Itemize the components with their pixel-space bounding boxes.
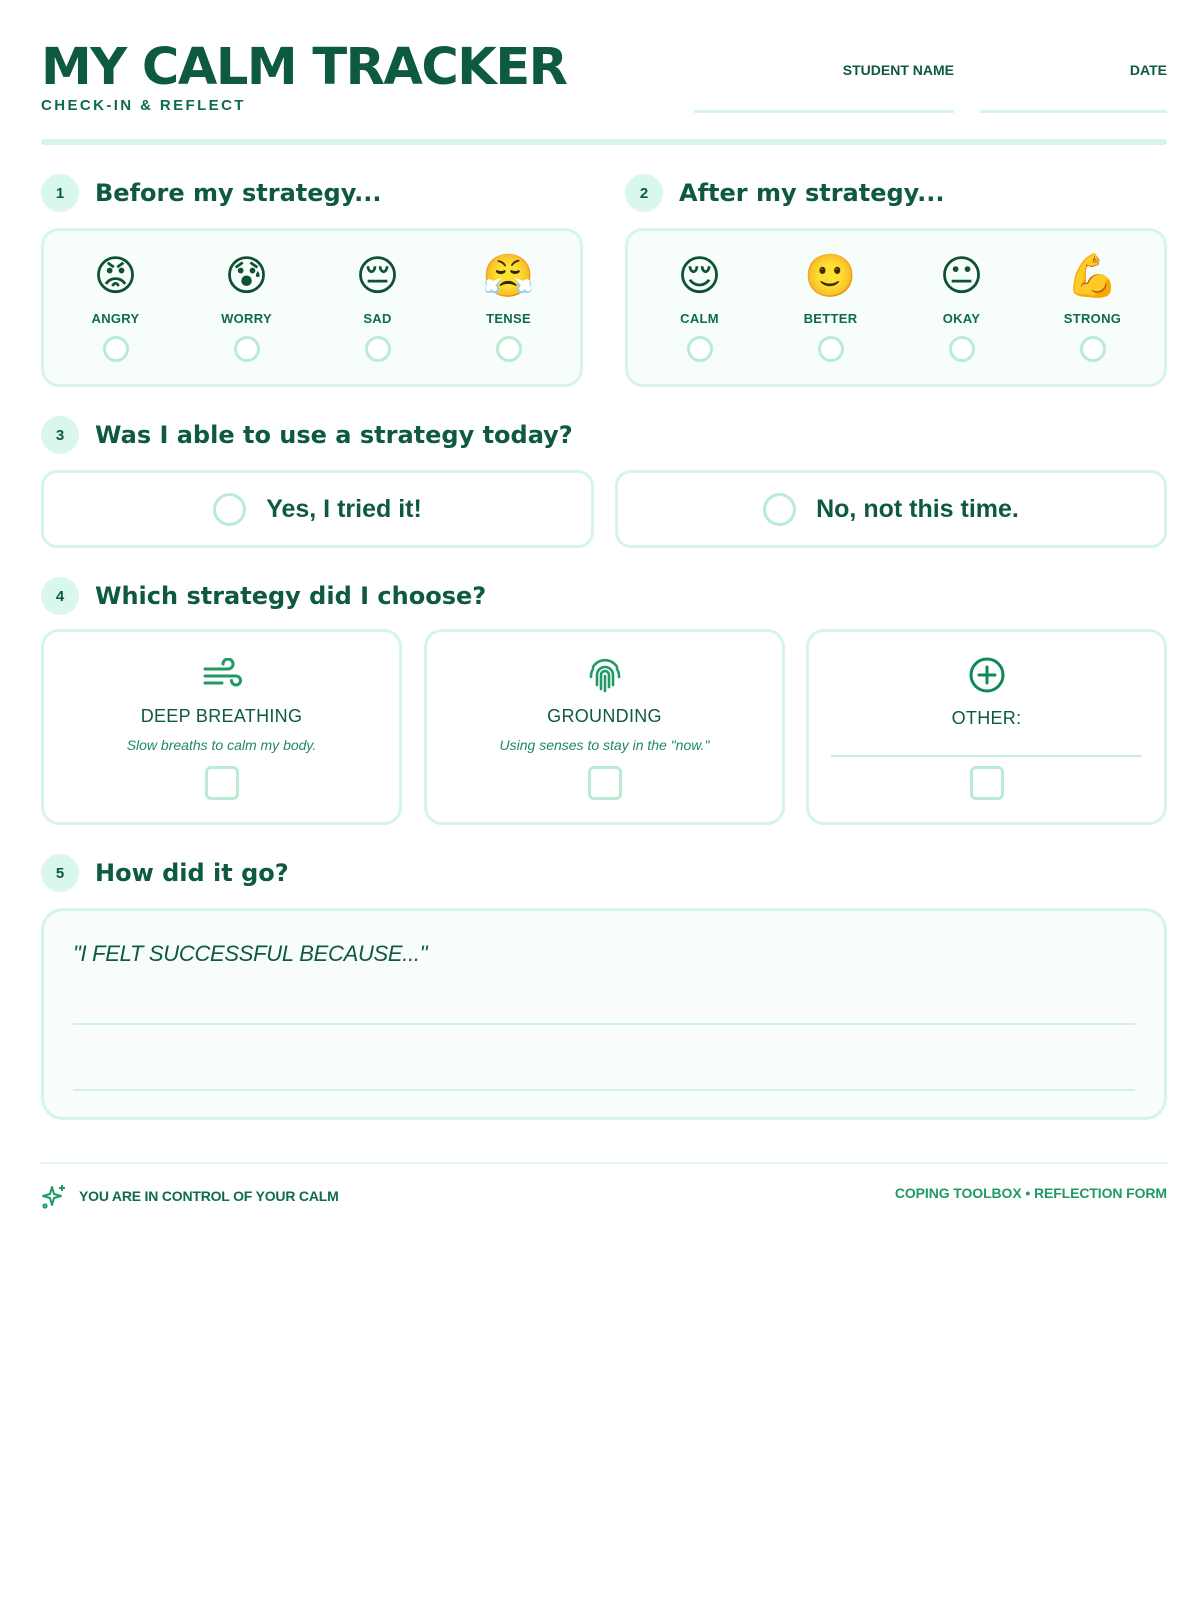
- worksheet-title: MY CALM TRACKER: [41, 38, 567, 97]
- mood-radio[interactable]: [496, 336, 522, 362]
- anxious-face-icon: 😰: [224, 252, 269, 299]
- calm-tracker-worksheet: [41, 0, 1167, 1204]
- mood-option-better[interactable]: [771, 231, 891, 384]
- mood-label: SAD: [363, 311, 392, 326]
- strategy-description: Slow breaths to calm my body.: [126, 737, 317, 753]
- mood-option-strong[interactable]: [1033, 231, 1153, 384]
- mood-label: WORRY: [221, 311, 272, 326]
- steam-face-icon: 😤: [482, 252, 535, 299]
- mood-option-calm[interactable]: [640, 231, 760, 384]
- mood-label: OKAY: [942, 311, 981, 326]
- mood-radio[interactable]: [234, 336, 260, 362]
- sparkles-icon: [41, 1183, 67, 1209]
- strategy-title: GROUNDING: [547, 706, 662, 726]
- mood-label: STRONG: [1063, 311, 1122, 326]
- section-number-badge: 4: [41, 577, 79, 615]
- section-title: How did it go?: [95, 859, 289, 887]
- mood-label: CALM: [680, 311, 719, 326]
- mood-label: ANGRY: [91, 311, 140, 326]
- strategy-checkbox[interactable]: [205, 766, 239, 800]
- strategy-card-other[interactable]: [806, 629, 1167, 825]
- mood-radio[interactable]: [949, 336, 975, 362]
- section-how-heading: [41, 854, 289, 892]
- section-before-heading: [41, 174, 382, 212]
- section-after-heading: [625, 174, 944, 212]
- before-mood-panel: [41, 228, 583, 387]
- no-option-label: No, not this time.: [816, 494, 1019, 523]
- smiling-face-icon: 🙂: [804, 252, 857, 299]
- student-name-label: STUDENT NAME: [842, 62, 954, 78]
- flexed-arm-icon: 💪: [1066, 252, 1119, 299]
- worksheet-subtitle: CHECK-IN & REFLECT: [41, 97, 246, 114]
- wind-icon: [201, 654, 243, 696]
- yes-option-label: Yes, I tried it!: [266, 494, 422, 523]
- date-line[interactable]: [980, 110, 1167, 113]
- mood-option-angry[interactable]: [56, 231, 176, 384]
- strategy-checkbox[interactable]: [970, 766, 1004, 800]
- angry-face-icon: 😡: [93, 252, 138, 299]
- relieved-face-icon: 😌: [677, 252, 722, 299]
- student-name-field[interactable]: [694, 62, 954, 78]
- after-mood-panel: [625, 228, 1167, 387]
- mood-label: TENSE: [486, 311, 531, 326]
- section-number-badge: 5: [41, 854, 79, 892]
- mood-option-worry[interactable]: [187, 231, 307, 384]
- yes-radio[interactable]: [213, 493, 246, 526]
- no-option[interactable]: [615, 470, 1167, 548]
- date-field[interactable]: [980, 62, 1167, 78]
- section-title: Was I able to use a strategy today?: [95, 421, 573, 449]
- date-label: DATE: [1129, 62, 1167, 78]
- mood-label: BETTER: [803, 311, 858, 326]
- mood-option-sad[interactable]: [318, 231, 438, 384]
- section-number-badge: 1: [41, 174, 79, 212]
- footer-divider: [41, 1162, 1167, 1164]
- strategy-card-breathing[interactable]: [41, 629, 402, 825]
- other-write-in-line[interactable]: [831, 755, 1142, 757]
- student-name-line[interactable]: [694, 110, 954, 113]
- mood-radio[interactable]: [687, 336, 713, 362]
- strategy-title: DEEP BREATHING: [140, 706, 303, 726]
- mood-radio[interactable]: [818, 336, 844, 362]
- strategy-card-grounding[interactable]: [424, 629, 785, 825]
- strategy-title: OTHER:: [951, 708, 1022, 728]
- section-title: Before my strategy...: [95, 179, 382, 207]
- footer-motto: [41, 1183, 339, 1209]
- section-title: After my strategy...: [679, 179, 945, 207]
- section-number-badge: 3: [41, 416, 79, 454]
- section-used-heading: [41, 416, 573, 454]
- mood-radio[interactable]: [365, 336, 391, 362]
- section-which-heading: [41, 577, 486, 615]
- strategy-description: Using senses to stay in the "now.": [499, 737, 710, 753]
- yes-option[interactable]: [41, 470, 594, 548]
- mood-radio[interactable]: [1080, 336, 1106, 362]
- mood-radio[interactable]: [103, 336, 129, 362]
- writing-line[interactable]: [73, 1023, 1135, 1025]
- footer-motto-text: YOU ARE IN CONTROL OF YOUR CALM: [79, 1188, 339, 1204]
- header-divider: [41, 139, 1167, 145]
- section-number-badge: 2: [625, 174, 663, 212]
- pensive-face-icon: 😔: [355, 252, 400, 299]
- neutral-face-icon: 😐: [939, 252, 984, 299]
- reflection-prompt: "I FELT SUCCESSFUL BECAUSE...": [73, 941, 428, 966]
- footer-form-title: COPING TOOLBOX • REFLECTION FORM: [894, 1185, 1167, 1201]
- writing-line[interactable]: [73, 1089, 1135, 1091]
- reflection-box[interactable]: [41, 908, 1167, 1120]
- strategy-checkbox[interactable]: [588, 766, 622, 800]
- plus-circle-icon: [966, 654, 1008, 696]
- worksheet-header: [41, 0, 1167, 146]
- fingerprint-icon: [584, 654, 626, 696]
- section-title: Which strategy did I choose?: [95, 582, 487, 610]
- no-radio[interactable]: [763, 493, 796, 526]
- mood-option-okay[interactable]: [902, 231, 1022, 384]
- mood-option-tense[interactable]: [449, 231, 569, 384]
